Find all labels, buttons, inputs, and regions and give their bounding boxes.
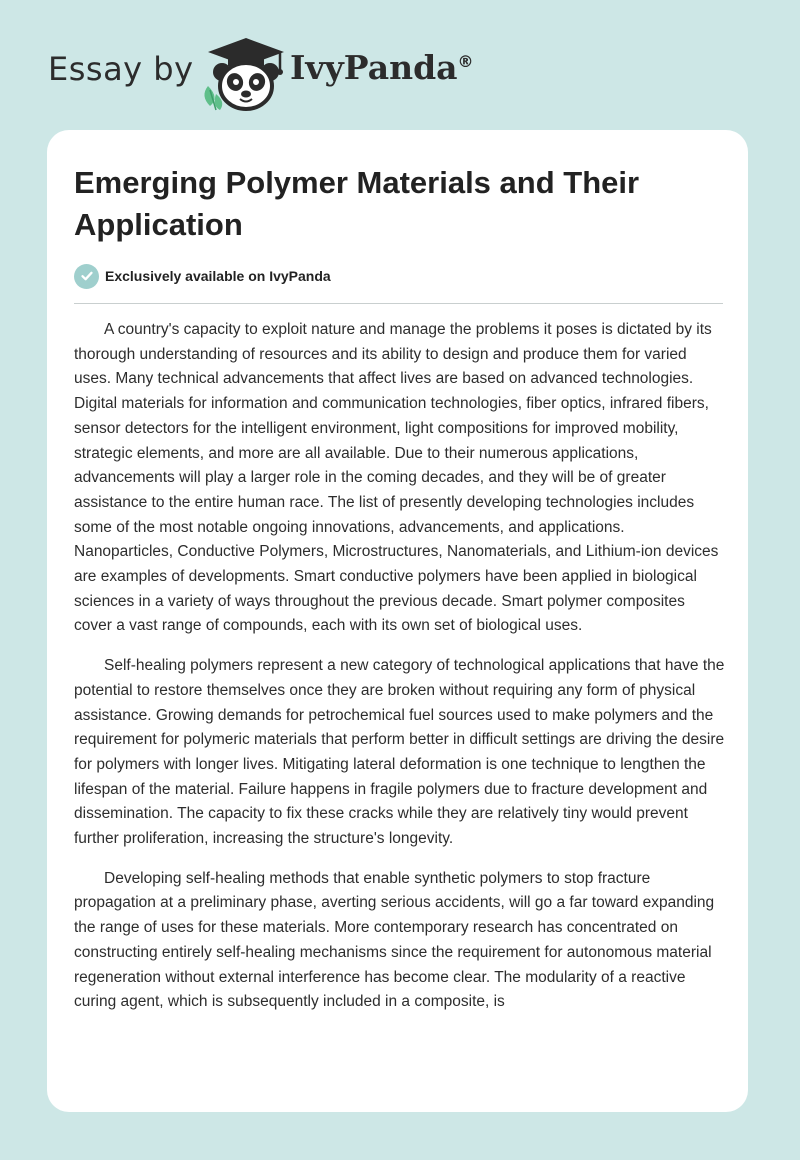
brand-name[interactable]: IvyPanda® <box>290 48 474 87</box>
divider <box>74 303 723 304</box>
paragraph: Developing self-healing methods that enable synthetic polymers to stop fracture propagation at a preliminary phase, averting serious accidents, will go a far toward expanding the range of uses for these materials. More contemporary research has concentrated on constructing entirely self-healing mechanisms since the requirement for autonomous material regeneration without external interference has become clear. The modularity of a reactive curing agent, which is subsequently included in a composite, is <box>74 869 715 1011</box>
exclusive-badge <box>74 262 331 290</box>
site-header <box>0 0 800 130</box>
essay-title: Emerging Polymer Materials and Their Application <box>74 165 640 242</box>
essay-card <box>47 130 748 1112</box>
check-circle-icon <box>74 264 99 289</box>
badge-label: Exclusively available on IvyPanda <box>105 268 331 284</box>
panda-logo-icon[interactable] <box>200 36 292 112</box>
paragraph: A country's capacity to exploit nature and manage the problems it poses is dictated by its thorough understanding of resources and its ability to design and produce them for varied uses. Many technical advancements that affect lives are based on advanced technologies. Digital materials for information and communication technologies, fiber optics, infrared fibers, sensor detectors for the intelligent environment, light compositions for improved mobility, strategic elements, and more are all available. Due to their numerous applications, advancements will play a larger role in the coming decades, and they will be of greater assistance to the entire human race. The list of presently developing technologies includes some of the most notable ongoing innovations, advancements, and applications. Nanoparticles, Conductive Polymers, Microstructures, Nanomaterials, and Lithium-ion devices are examples of developments. Smart conductive polymers have been applied in biological sciences in a variety of ways throughout the previous decade. Smart polymer composites cover a vast range of compounds, each with its own set of biological uses. <box>74 321 719 635</box>
registered-mark: ® <box>457 52 474 71</box>
brand-prefix: Essay by <box>48 50 194 88</box>
paragraph: Self-healing polymers represent a new category of technological applications that have the potential to restore themselves once they are broken without requiring any form of physical assistance. Growing demands for petrochemical fuel sources used to make polymers and the requirement for polymeric materials that perform better in difficult settings are driving the desire for polymers with longer lives. Mitigating lateral deformation is one technique to lengthen the lifespan of the material. Failure happens in fragile polymers due to fracture development and dissemination. The capacity to fix these cracks while they are relatively tiny would prevent further proliferation, increasing the structure's longevity. <box>74 657 725 848</box>
essay-body <box>74 318 726 1030</box>
